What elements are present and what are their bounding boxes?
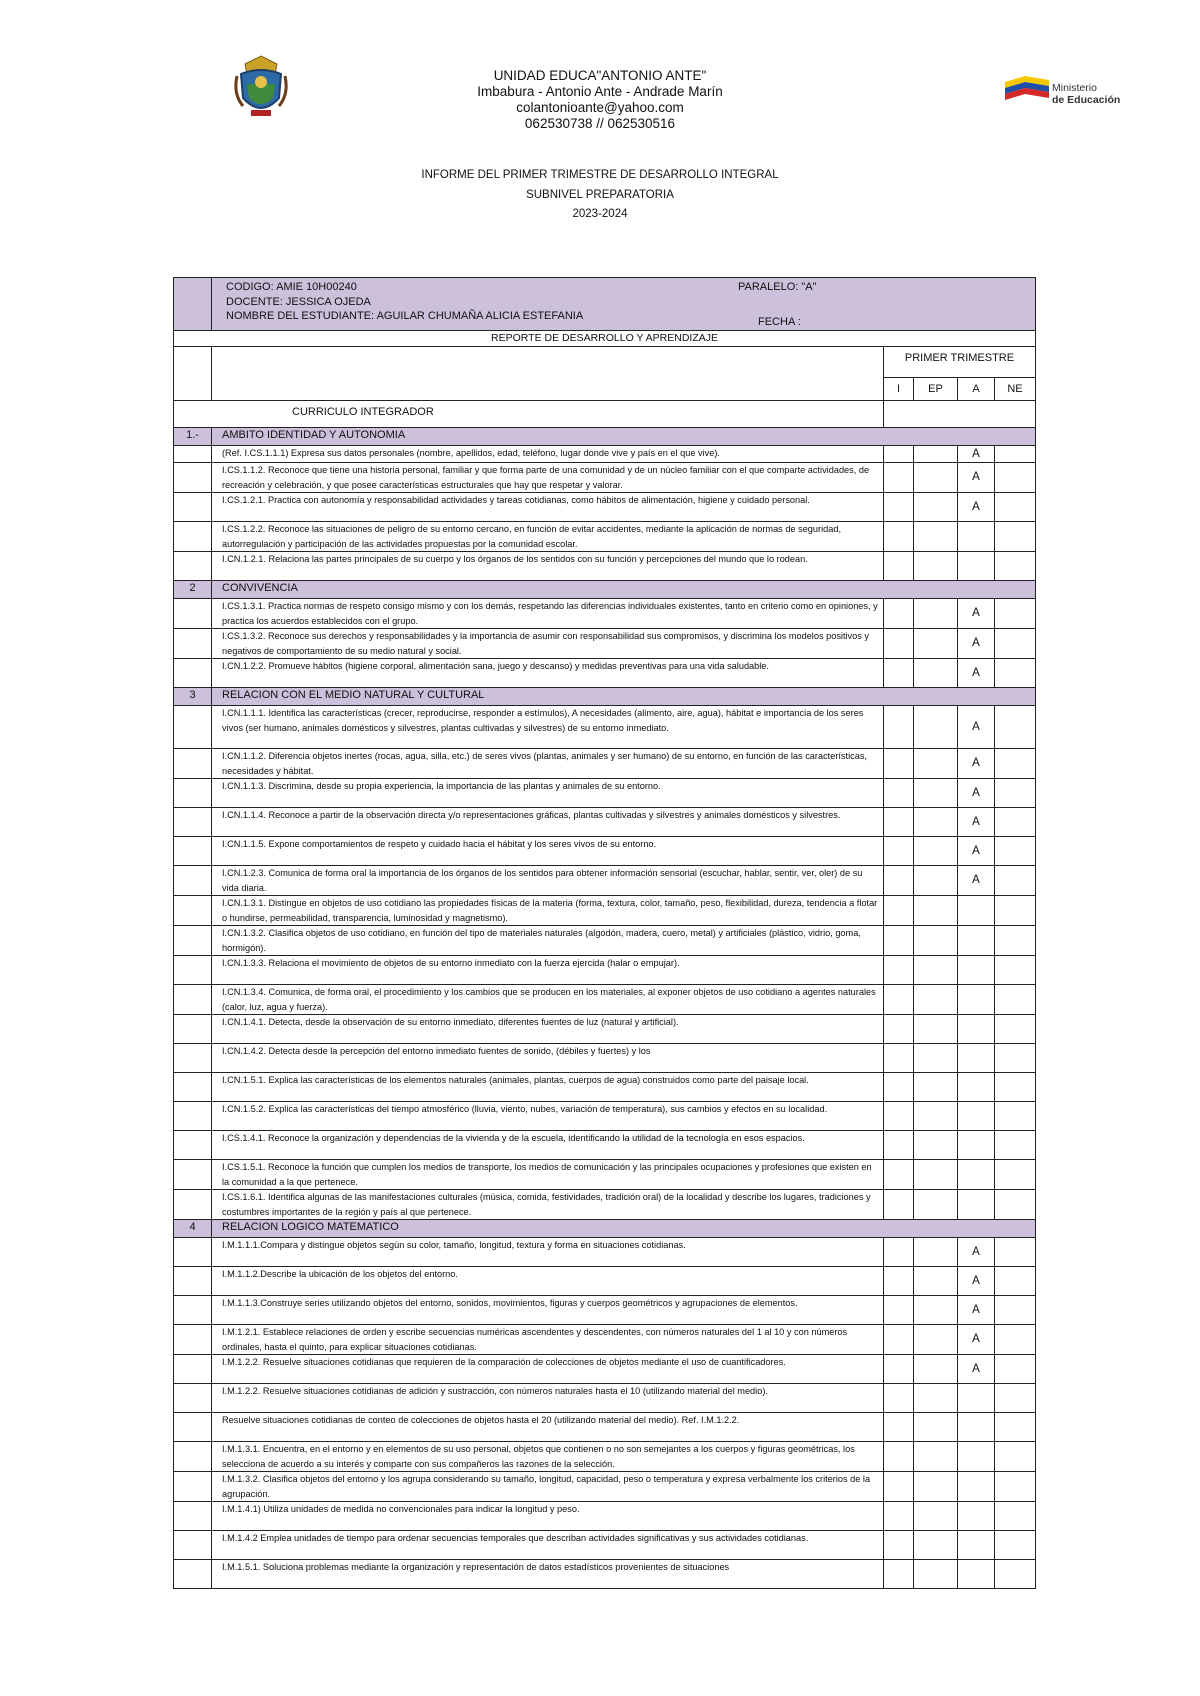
indicator-description: I.CN.1.5.1. Explica las características de los elementos naturales (animales, plantas, cuerpos de agua) construidos como parte del paisaje local.: [212, 1073, 884, 1102]
grade-cell-i: [884, 837, 914, 866]
grade-cell-i: [884, 1267, 914, 1296]
grade-cell-ep: [914, 1102, 958, 1131]
grade-cell-a: [958, 926, 995, 956]
grade-cell-ne: [995, 1472, 1036, 1502]
indicator-row: [174, 1560, 1036, 1589]
grade-cell-ne: [995, 1531, 1036, 1560]
indicator-description: Resuelve situaciones cotidianas de conteo de colecciones de objetos hasta el 20 (utilizando material del medio). Ref. I.M.1.2.2.: [212, 1413, 884, 1442]
grade-cell-ep: [914, 1384, 958, 1413]
indicator-description: I.CN.1.1.1. Identifica las características (crecer, reproducirse, responder a estímulos), A necesidades (alimento, aire, agua), hábitat e importancia de los seres vivos (ser humano, animales domésticos y silvestres, plantas cultivadas y silvestres) de su entorno inmediato.: [212, 706, 884, 749]
grade-cell-a: [958, 1044, 995, 1073]
indicator-description: I.CS.1.3.1. Practica normas de respeto consigo mismo y con los demás, respetando las diferencias individuales existentes, tanto en criterio como en opiniones, y practica los acuerdos establecidos con el grupo.: [212, 599, 884, 629]
grade-cell-ep: [914, 1238, 958, 1267]
indicator-row: [174, 659, 1036, 688]
grade-cell-ne: [995, 599, 1036, 629]
indicator-description: I.CN.1.2.2. Promueve hábitos (higiene corporal, alimentación sana, juego y descanso) y medidas preventivas para una vida saludable.: [212, 659, 884, 688]
indicator-description: I.CS.1.3.2. Reconoce sus derechos y responsabilidades y la importancia de asumir con responsabilidad sus compromisos, y discrimina los modelos positivos y negativos de comportamiento de su medio natural y social.: [212, 629, 884, 659]
grade-cell-ep: [914, 1560, 958, 1589]
indicator-description: I.CN.1.1.4. Reconoce a partir de la observación directa y/o representaciones gráficas, plantas cultivadas y silvestres y animales domésticos y silvestres.: [212, 808, 884, 837]
grade-cell-i: [884, 896, 914, 926]
school-email: colantonioante@yahoo.com: [516, 100, 684, 115]
col-a-header: A: [958, 378, 995, 401]
grade-cell-i: [884, 522, 914, 552]
grade-cell-i: [884, 985, 914, 1015]
grade-cell-i: [884, 1355, 914, 1384]
grade-cell-ep: [914, 1531, 958, 1560]
col-i-header: I: [884, 378, 914, 401]
section-title: AMBITO IDENTIDAD Y AUTONOMIA: [212, 428, 1036, 446]
indicator-row: [174, 1267, 1036, 1296]
grade-cell-ep: [914, 1472, 958, 1502]
indicator-row: [174, 1190, 1036, 1220]
grade-cell-a: [958, 1442, 995, 1472]
grade-cell-i: [884, 1102, 914, 1131]
indicator-description: I.M.1.4.1) Utiliza unidades de medida no convencionales para indicar la longitud y peso.: [212, 1502, 884, 1531]
indicator-description: I.M.1.1.3.Construye series utilizando objetos del entorno, sonidos, movimientos, figuras y cuerpos geométricos y agrupaciones de elementos.: [212, 1296, 884, 1325]
grade-cell-ne: [995, 956, 1036, 985]
grade-cell-a: [958, 1073, 995, 1102]
grade-cell-a: [958, 522, 995, 552]
indicator-row: [174, 1073, 1036, 1102]
grade-cell-i: [884, 866, 914, 896]
grade-cell-ne: [995, 1238, 1036, 1267]
section-title: RELACION CON EL MEDIO NATURAL Y CULTURAL: [212, 688, 1036, 706]
section-number: 1.-: [174, 428, 212, 446]
grade-cell-a: A: [958, 808, 995, 837]
grade-cell-ne: [995, 493, 1036, 522]
grade-cell-a: [958, 1560, 995, 1589]
indicator-row: [174, 985, 1036, 1015]
grade-cell-a: A: [958, 866, 995, 896]
grade-cell-i: [884, 552, 914, 581]
indicator-row: [174, 599, 1036, 629]
section-title: CONVIVENCIA: [212, 581, 1036, 599]
grade-cell-i: [884, 706, 914, 749]
grade-cell-i: [884, 493, 914, 522]
indicator-description: I.CN.1.3.1. Distingue en objetos de uso cotidiano las propiedades físicas de la materia (forma, textura, color, tamaño, peso, flexibilidad, dureza, tendencia a flotar o hundirse, permeabilidad, transparencia, luminosidad y magnetismo).: [212, 896, 884, 926]
grade-cell-i: [884, 1160, 914, 1190]
report-title-row: [174, 331, 1036, 347]
grade-cell-ep: [914, 629, 958, 659]
curriculum-row: [174, 401, 1036, 428]
indicator-description: I.M.1.1.2.Describe la ubicación de los objetos del entorno.: [212, 1267, 884, 1296]
grade-cell-i: [884, 926, 914, 956]
section-row: [174, 688, 1036, 706]
indicator-row: [174, 1531, 1036, 1560]
grade-cell-a: [958, 956, 995, 985]
section-number: 3: [174, 688, 212, 706]
grade-cell-ne: [995, 1384, 1036, 1413]
grade-cell-a: [958, 552, 995, 581]
indicator-row: [174, 1044, 1036, 1073]
grade-cell-ne: [995, 1131, 1036, 1160]
indicator-description: I.M.1.2.2. Resuelve situaciones cotidianas de adición y sustracción, con números naturales hasta el 10 (utilizando material del medio).: [212, 1384, 884, 1413]
grade-cell-a: [958, 1102, 995, 1131]
grade-cell-a: A: [958, 659, 995, 688]
grade-cell-ne: [995, 552, 1036, 581]
grade-cell-a: A: [958, 706, 995, 749]
report-table: [173, 277, 1036, 1589]
grade-cell-i: [884, 1325, 914, 1355]
indicator-description: I.CN.1.4.1. Detecta, desde la observación de su entorno inmediato, diferentes fuentes de luz (natural y artificial).: [212, 1015, 884, 1044]
grade-cell-ep: [914, 1131, 958, 1160]
indicator-row: [174, 1102, 1036, 1131]
grade-cell-ep: [914, 1044, 958, 1073]
section-row: [174, 581, 1036, 599]
trimester-row: [174, 347, 1036, 378]
grade-cell-ep: [914, 1413, 958, 1442]
fecha-label: FECHA :: [758, 316, 801, 328]
indicator-row: [174, 1442, 1036, 1472]
grade-cell-ne: [995, 463, 1036, 493]
grade-cell-ne: [995, 659, 1036, 688]
grade-cell-a: A: [958, 1267, 995, 1296]
grade-cell-ne: [995, 1102, 1036, 1131]
grade-cell-ep: [914, 779, 958, 808]
grade-cell-a: A: [958, 779, 995, 808]
grade-cell-i: [884, 956, 914, 985]
grade-cell-ep: [914, 552, 958, 581]
indicator-description: I.CN.1.3.4. Comunica, de forma oral, el procedimiento y los cambios que se producen en los materiales, al exponer objetos de uso cotidiano a agentes naturales (calor, luz, agua y fuerza).: [212, 985, 884, 1015]
ministry-line2: de Educación: [1052, 94, 1121, 106]
trimester-header: PRIMER TRIMESTRE: [884, 347, 1036, 378]
indicator-row: [174, 552, 1036, 581]
student-info-row: [174, 278, 1036, 331]
indicator-description: I.CN.1.2.3. Comunica de forma oral la importancia de los órganos de los sentidos para obtener información sensorial (escuchar, hablar, sentir, ver, oler) de su vida diaria.: [212, 866, 884, 896]
grade-cell-i: [884, 1190, 914, 1220]
indicator-row: [174, 1325, 1036, 1355]
report-subheading: REPORTE DE DESARROLLO Y APRENDIZAJE: [174, 331, 1036, 347]
report-year: 2023-2024: [572, 208, 628, 220]
indicator-row: [174, 463, 1036, 493]
grade-cell-ne: [995, 1073, 1036, 1102]
indicator-row: [174, 1160, 1036, 1190]
grade-cell-a: [958, 1531, 995, 1560]
codigo-label: CODIGO: AMIE 10H00240: [226, 281, 357, 293]
grade-cell-i: [884, 1560, 914, 1589]
grade-cell-a: A: [958, 446, 995, 463]
indicator-description: I.CS.1.2.1. Practica con autonomía y responsabilidad actividades y tareas cotidianas, como hábitos de alimentación, higiene y cuidado personal.: [212, 493, 884, 522]
indicator-row: [174, 956, 1036, 985]
indicator-row: [174, 779, 1036, 808]
grade-cell-a: A: [958, 599, 995, 629]
grade-cell-ep: [914, 1015, 958, 1044]
grade-cell-ne: [995, 896, 1036, 926]
indicator-description: I.CN.1.1.2. Diferencia objetos inertes (rocas, agua, silla, etc.) de seres vivos (plantas, animales y ser humano) de su entorno, en función de las características, necesidades y hábitat.: [212, 749, 884, 779]
grade-cell-ne: [995, 1296, 1036, 1325]
indicator-description: I.CS.1.1.2. Reconoce que tiene una historia personal, familiar y que forma parte de una comunidad y de un núcleo familiar con el que comparte actividades, de recreación y celebración, y que posee características estructurales que hay que respetar y valorar.: [212, 463, 884, 493]
grade-cell-ep: [914, 926, 958, 956]
indicator-row: [174, 1384, 1036, 1413]
grade-cell-ne: [995, 1190, 1036, 1220]
indicator-row: [174, 1238, 1036, 1267]
grade-cell-ne: [995, 1560, 1036, 1589]
grade-cell-ne: [995, 926, 1036, 956]
grade-cell-i: [884, 1442, 914, 1472]
indicator-description: (Ref. I.CS.1.1.1) Expresa sus datos personales (nombre, apellidos, edad, teléfono, lugar donde vive y país en el que vive).: [212, 446, 884, 463]
grade-cell-ne: [995, 1325, 1036, 1355]
grade-cell-ep: [914, 866, 958, 896]
grade-cell-ne: [995, 522, 1036, 552]
indicator-row: [174, 1296, 1036, 1325]
col-ne-header: NE: [995, 378, 1036, 401]
indicator-description: I.CN.1.2.1. Relaciona las partes principales de su cuerpo y los órganos de los sentidos con su función y percepciones del mundo que lo rodean.: [212, 552, 884, 581]
grade-cell-a: [958, 1015, 995, 1044]
indicator-description: I.CN.1.3.3. Relaciona el movimiento de objetos de su entorno inmediato con la fuerza ejercida (halar o empujar).: [212, 956, 884, 985]
grade-cell-i: [884, 1413, 914, 1442]
grade-cell-a: [958, 985, 995, 1015]
grade-cell-ep: [914, 1160, 958, 1190]
grade-cell-a: A: [958, 463, 995, 493]
indicator-description: I.CS.1.4.1. Reconoce la organización y dependencias de la vivienda y de la escuela, identificando la utilidad de la tecnología en esos espacios.: [212, 1131, 884, 1160]
grade-cell-ep: [914, 493, 958, 522]
grade-cell-ne: [995, 985, 1036, 1015]
grade-cell-a: A: [958, 629, 995, 659]
school-location: Imbabura - Antonio Ante - Andrade Marín: [477, 84, 723, 99]
indicator-row: [174, 706, 1036, 749]
indicator-row: [174, 446, 1036, 463]
section-row: [174, 428, 1036, 446]
grade-cell-ep: [914, 659, 958, 688]
grade-cell-a: [958, 1160, 995, 1190]
report-title: INFORME DEL PRIMER TRIMESTRE DE DESARROLLO INTEGRAL: [421, 169, 779, 181]
grade-cell-i: [884, 1384, 914, 1413]
grade-cell-ne: [995, 1442, 1036, 1472]
indicator-description: I.M.1.3.2. Clasifica objetos del entorno y los agrupa considerando su tamaño, longitud, capacidad, peso o temperatura y expresa verbalmente los criterios de la agrupación.: [212, 1472, 884, 1502]
grade-cell-ep: [914, 1296, 958, 1325]
indicator-description: I.M.1.4.2 Emplea unidades de tiempo para ordenar secuencias temporales que describan actividades significativas y sus actividades cotidianas.: [212, 1531, 884, 1560]
grade-cell-a: A: [958, 837, 995, 866]
indicator-description: I.CN.1.1.5. Expone comportamientos de respeto y cuidado hacia el hábitat y los seres vivos de su entorno.: [212, 837, 884, 866]
grade-cell-ep: [914, 749, 958, 779]
grade-cell-ne: [995, 1413, 1036, 1442]
grade-cell-ne: [995, 446, 1036, 463]
grade-cell-a: A: [958, 1355, 995, 1384]
grade-cell-ep: [914, 1190, 958, 1220]
grade-cell-a: A: [958, 1325, 995, 1355]
indicator-row: [174, 522, 1036, 552]
indicator-row: [174, 866, 1036, 896]
curriculum-label: CURRICULO INTEGRADOR: [174, 401, 884, 428]
grade-cell-ne: [995, 1267, 1036, 1296]
grade-cell-a: [958, 896, 995, 926]
indicator-description: I.M.1.1.1.Compara y distingue objetos según su color, tamaño, longitud, textura y forma en situaciones cotidianas.: [212, 1238, 884, 1267]
grade-cell-ep: [914, 896, 958, 926]
grade-cell-ep: [914, 1502, 958, 1531]
grade-cell-ep: [914, 837, 958, 866]
school-phones: 062530738 // 062530516: [524, 116, 676, 131]
indicator-description: I.CN.1.5.2. Explica las características del tiempo atmosférico (lluvia, viento, nubes, variación de temperatura), sus cambios y efectos en su localidad.: [212, 1102, 884, 1131]
grade-cell-ep: [914, 1267, 958, 1296]
grade-cell-i: [884, 1073, 914, 1102]
grade-cell-ne: [995, 866, 1036, 896]
indicator-row: [174, 896, 1036, 926]
grade-cell-i: [884, 1502, 914, 1531]
grade-cell-a: [958, 1384, 995, 1413]
indicator-row: [174, 1413, 1036, 1442]
paralelo-label: PARALELO: "A": [738, 281, 817, 293]
indicator-row: [174, 1355, 1036, 1384]
grade-cell-i: [884, 1044, 914, 1073]
grade-cell-i: [884, 1296, 914, 1325]
section-title: RELACION LOGICO MATEMATICO: [212, 1220, 1036, 1238]
grade-cell-ne: [995, 837, 1036, 866]
report-subtitle: SUBNIVEL PREPARATORIA: [526, 188, 674, 201]
grade-cell-i: [884, 446, 914, 463]
grade-cell-a: A: [958, 749, 995, 779]
grade-cell-i: [884, 659, 914, 688]
col-ep-header: EP: [914, 378, 958, 401]
grade-cell-ep: [914, 1355, 958, 1384]
grade-cell-ep: [914, 522, 958, 552]
grade-cell-a: [958, 1131, 995, 1160]
docente-label: DOCENTE: JESSICA OJEDA: [226, 295, 371, 308]
indicator-row: [174, 1131, 1036, 1160]
grade-cell-i: [884, 749, 914, 779]
report-title-block: [0, 166, 1200, 225]
grade-cell-ne: [995, 779, 1036, 808]
grade-cell-ne: [995, 808, 1036, 837]
indicator-row: [174, 629, 1036, 659]
indicator-description: I.M.1.2.2. Resuelve situaciones cotidianas que requieren de la comparación de colecciones de objetos mediante el uso de cuantificadores.: [212, 1355, 884, 1384]
grade-cell-a: [958, 1413, 995, 1442]
indicator-row: [174, 1015, 1036, 1044]
indicator-description: I.CN.1.3.2. Clasifica objetos de uso cotidiano, en función del tipo de materiales naturales (algodón, madera, cuero, metal) y artificiales (plástico, vidrio, goma, hormigón).: [212, 926, 884, 956]
grade-cell-ne: [995, 1160, 1036, 1190]
grade-cell-ep: [914, 463, 958, 493]
grade-cell-ep: [914, 985, 958, 1015]
indicator-row: [174, 1472, 1036, 1502]
grade-cell-i: [884, 463, 914, 493]
school-header: [0, 68, 1200, 132]
section-number: 2: [174, 581, 212, 599]
grade-cell-i: [884, 1472, 914, 1502]
grade-cell-ep: [914, 599, 958, 629]
indicator-description: I.M.1.2.1. Establece relaciones de orden y escribe secuencias numéricas ascendentes y descendentes, con números naturales del 1 al 10 y con números ordinales, hasta el quinto, para explicar situaciones cotidianas.: [212, 1325, 884, 1355]
indicator-description: I.M.1.3.1. Encuentra, en el entorno y en elementos de su uso personal, objetos que contienen o no son semejantes a los cuerpos y figuras geométricas, los selecciona de acuerdo a su interés y comparte con sus compañeros las razones de la selección.: [212, 1442, 884, 1472]
indicator-description: I.CS.1.2.2. Reconoce las situaciones de peligro de su entorno cercano, en función de evitar accidentes, mediante la aplicación de normas de seguridad, autorregulación y participación de las actividades propuestas por la comunidad escolar.: [212, 522, 884, 552]
grade-cell-ep: [914, 1325, 958, 1355]
grade-cell-ne: [995, 1015, 1036, 1044]
grade-cell-i: [884, 599, 914, 629]
grade-cell-i: [884, 808, 914, 837]
grade-cell-a: A: [958, 1296, 995, 1325]
indicator-row: [174, 749, 1036, 779]
indicator-row: [174, 808, 1036, 837]
grade-cell-a: [958, 1472, 995, 1502]
indicator-description: I.CN.1.4.2. Detecta desde la percepción del entorno inmediato fuentes de sonido, (débiles y fuertes) y los: [212, 1044, 884, 1073]
student-info-cell: [212, 278, 1036, 331]
ministry-line1: Ministerio: [1052, 82, 1097, 94]
indicator-description: I.CN.1.1.3. Discrimina, desde su propia experiencia, la importancia de las plantas y animales de su entorno.: [212, 779, 884, 808]
grade-cell-ep: [914, 1442, 958, 1472]
grade-cell-ne: [995, 1355, 1036, 1384]
grade-cell-a: [958, 1502, 995, 1531]
grade-cell-a: A: [958, 1238, 995, 1267]
grade-cell-i: [884, 629, 914, 659]
grade-cell-ep: [914, 1073, 958, 1102]
grade-cell-ne: [995, 706, 1036, 749]
indicator-description: I.CS.1.5.1. Reconoce la función que cumplen los medios de transporte, los medios de comunicación y las principales ocupaciones y profesiones que existen en la comunidad a la que pertenece.: [212, 1160, 884, 1190]
section-number: 4: [174, 1220, 212, 1238]
indicator-description: I.CS.1.6.1. Identifica algunas de las manifestaciones culturales (música, comida, festividades, tradición oral) de la localidad y describe los lugares, tradiciones y costumbres importantes de la región y país al que pertenece.: [212, 1190, 884, 1220]
grade-cell-ne: [995, 1502, 1036, 1531]
grade-cell-ep: [914, 446, 958, 463]
indicator-row: [174, 926, 1036, 956]
grade-cell-ep: [914, 706, 958, 749]
grade-cell-ne: [995, 749, 1036, 779]
grade-cell-ne: [995, 629, 1036, 659]
grade-cell-ep: [914, 808, 958, 837]
indicator-row: [174, 837, 1036, 866]
grade-cell-i: [884, 1131, 914, 1160]
grade-cell-i: [884, 1531, 914, 1560]
grade-cell-a: A: [958, 493, 995, 522]
grade-cell-a: [958, 1190, 995, 1220]
student-name-label: NOMBRE DEL ESTUDIANTE: AGUILAR CHUMAÑA ALICIA ESTEFANIA: [226, 310, 584, 322]
section-row: [174, 1220, 1036, 1238]
grade-cell-i: [884, 1015, 914, 1044]
indicator-row: [174, 493, 1036, 522]
school-name: UNIDAD EDUCA"ANTONIO ANTE": [493, 68, 707, 83]
grade-cell-ne: [995, 1044, 1036, 1073]
grade-cell-i: [884, 779, 914, 808]
grade-cell-i: [884, 1238, 914, 1267]
indicator-description: I.M.1.5.1. Soluciona problemas mediante la organización y representación de datos estadísticos provenientes de situaciones: [212, 1560, 884, 1589]
indicator-row: [174, 1502, 1036, 1531]
grade-cell-ep: [914, 956, 958, 985]
